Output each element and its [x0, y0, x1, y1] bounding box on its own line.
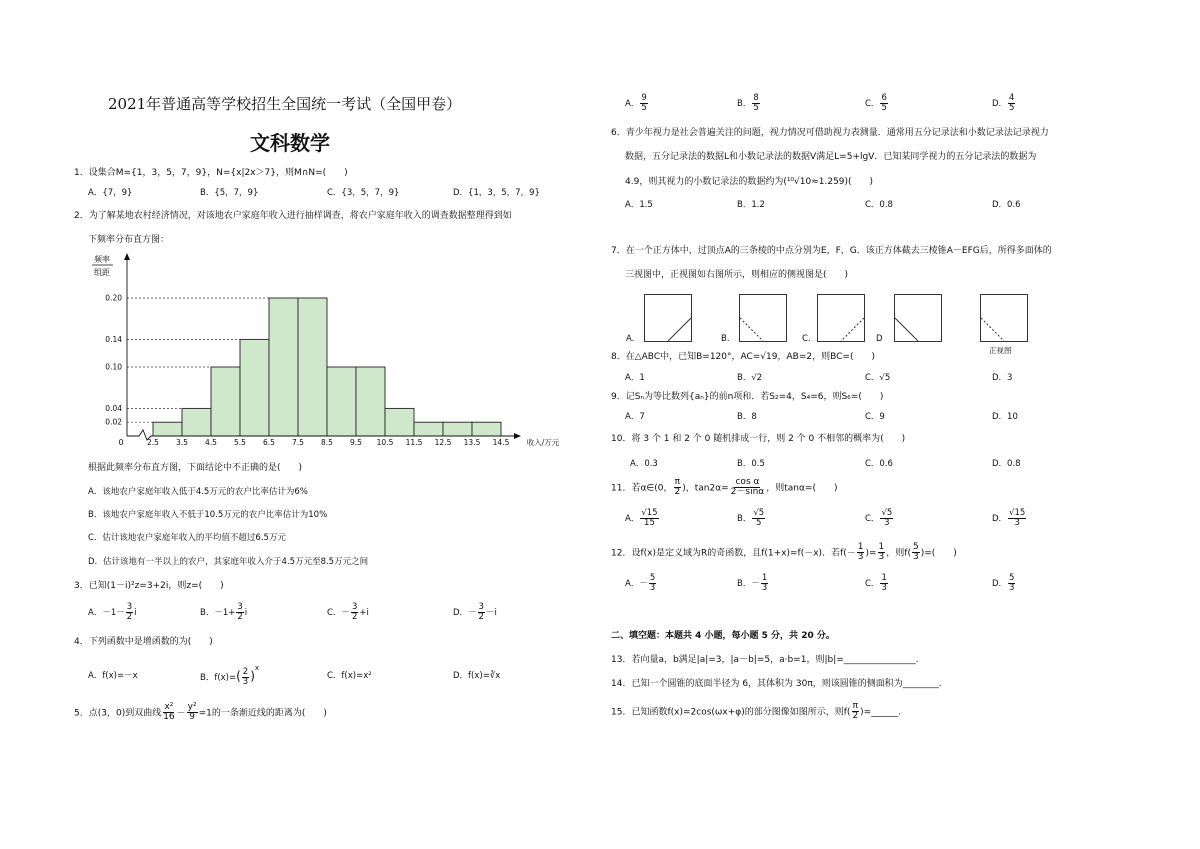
q2-option-c: C．估计该地农户家庭年收入的平均值不超过6.5万元 — [88, 533, 286, 543]
q3-option-d: D．－ $\frac{3}{2}$ －i — [453, 602, 497, 622]
q12-stem: 12．设f(x)是定义域为R的奇函数，且f(1+x)=f(－x)．若f(－ $\frac{1}{3}$ )= $\frac{1}{3}$ ，则f( $\frac{5}{3}$ )=( ) — [611, 542, 957, 563]
x-tick-label: 5.5 — [234, 438, 246, 447]
histogram-bar — [385, 408, 414, 436]
view-b-diagram — [740, 295, 786, 341]
q7-line2: 三视图中，正视图如右图所示，则相应的侧视图是( ) — [625, 270, 849, 280]
q7-option-d-label: D — [876, 334, 883, 344]
x-tick-label: 9.5 — [350, 438, 362, 447]
q4-option-c: C．f(x)=x² — [327, 671, 372, 681]
histogram-bar — [269, 298, 298, 436]
q12-option-a: A．－ $\frac{5}{3}$ — [625, 573, 656, 593]
histogram-bar — [443, 422, 472, 436]
q11-option-a: A． $\frac{√15}{15}$ — [625, 508, 658, 528]
q11-stem: 11．若α∈(0， $\frac{\pi}{2}$ )，tan2α= $\frac{\text{cos α}}{2-\sin\alpha}$ ，则tanα=( ) — [611, 477, 838, 498]
q14-stem: 14．已知一个圆锥的底面半径为 6，其体积为 30π，则该圆锥的侧面积为________. — [611, 679, 942, 689]
histogram-bar — [356, 367, 385, 436]
q9-option-d: D．10 — [992, 412, 1018, 422]
x-tick-label: 12.5 — [434, 438, 452, 447]
y-tick-label: 0.20 — [105, 293, 122, 303]
right-column — [600, 0, 1200, 849]
q1-stem: 1．设集合M={1，3，5，7，9}，N={x|2x＞7}，则M∩N=( ) — [74, 168, 348, 178]
x-tick-label: 10.5 — [376, 438, 394, 447]
origin-label: 0 — [118, 438, 124, 447]
q7-option-a-view — [644, 294, 692, 342]
q7-option-b-label: B. — [721, 334, 730, 344]
q8-stem: 8．在△ABC中，已知B=120°，AC=√19，AB=2，则BC=( ) — [611, 352, 875, 362]
view-d-diagram — [895, 295, 941, 341]
y-axis-label-bottom: 组距 — [94, 268, 110, 277]
q1-option-d: D．{1，3，5，7，9} — [453, 188, 540, 198]
section-2-heading: 二、填空题：本题共 4 小题，每小题 5 分，共 20 分。 — [611, 631, 835, 641]
q1-option-b: B．{5，7，9} — [200, 188, 259, 198]
q6-line1: 6．青少年视力是社会普遍关注的问题，视力情况可借助视力表测量．通常用五分记录法和小数记录法记录视力 — [611, 128, 1049, 138]
q3-option-a: A．－1－ $\frac{3}{2}$ i — [88, 602, 137, 622]
q6-line2: 数据，五分记录法的数据L和小数记录法的数据V满足L=5+lgV．已知某同学视力的五分记录法的数据为 — [625, 152, 1037, 162]
q12-option-d: D． $\frac{5}{3}$ — [992, 573, 1015, 593]
q5-option-d: D． $\frac{4}{5}$ — [992, 93, 1015, 113]
histogram-bar — [298, 298, 327, 436]
q3-stem: 3．已知(1－i)²z=3+2i，则z=( ) — [74, 581, 224, 591]
q6-option-b: B．1.2 — [737, 200, 765, 210]
histogram-bar — [240, 339, 269, 436]
q11-option-b: B． $\frac{√5}{5}$ — [737, 508, 765, 528]
x-tick-label: 3.5 — [176, 438, 188, 447]
q1-option-c: C．{3，5，7，9} — [327, 188, 400, 198]
y-tick-label: 0.04 — [105, 403, 122, 413]
q9-option-a: A．7 — [625, 412, 645, 422]
q2-question: 根据此频率分布直方图，下面结论中不正确的是( ) — [88, 463, 303, 473]
q2-stem-line2: 下频率分布直方图： — [88, 235, 170, 245]
q3-option-b: B．－1+ $\frac{3}{2}$ i — [200, 602, 248, 622]
q7-option-c-label: C. — [802, 334, 811, 344]
q10-option-c: C．0.6 — [865, 459, 893, 469]
q6-option-a: A．1.5 — [625, 200, 653, 210]
q11-option-c: C． $\frac{√5}{3}$ — [865, 508, 893, 528]
q9-stem: 9．记Sₙ为等比数列{aₙ}的前n项和．若S₂=4，S₄=6，则S₆=( ) — [611, 392, 884, 402]
q2-stem-line1: 2．为了解某地农村经济情况，对该地农户家庭年收入进行抽样调查，将农户家庭年收入的调查数据整理得到如 — [74, 211, 512, 221]
histogram-bar — [414, 422, 443, 436]
histogram-chart — [88, 252, 578, 452]
q7-option-c-view — [817, 294, 865, 342]
histogram-bar — [327, 367, 356, 436]
view-a-diagram — [645, 295, 691, 341]
y-tick-label: 0.10 — [105, 362, 122, 372]
q8-option-b: B．√2 — [737, 373, 763, 383]
q10-option-d: D．0.8 — [992, 459, 1021, 469]
q9-option-b: B．8 — [737, 412, 757, 422]
q7-option-b-view — [739, 294, 787, 342]
x-tick-label: 13.5 — [463, 438, 481, 447]
x-tick-label: 8.5 — [321, 438, 333, 447]
y-tick-label: 0.02 — [105, 417, 122, 427]
q13-stem: 13．若向量a，b满足|a|=3，|a－b|=5，a·b=1，则|b|=________________. — [611, 655, 919, 665]
q2-option-d: D．估计该地有一半以上的农户，其家庭年收入介于4.5万元至8.5万元之间 — [88, 557, 369, 567]
q10-option-b: B．0.5 — [737, 459, 765, 469]
q1-option-a: A．{7，9} — [88, 188, 133, 198]
q5-option-b: B． $\frac{8}{5}$ — [737, 93, 759, 113]
q5-option-a: A． $\frac{9}{5}$ — [625, 93, 647, 113]
exam-title: 2021年普通高等学校招生全国统一考试（全国甲卷） — [108, 95, 462, 113]
histogram-bar — [182, 408, 211, 436]
q12-option-b: B．－ $\frac{1}{3}$ — [737, 573, 768, 593]
x-tick-label: 14.5 — [492, 438, 510, 447]
q8-option-d: D．3 — [992, 373, 1013, 383]
q6-option-c: C．0.8 — [865, 200, 893, 210]
q7-option-d-view — [894, 294, 942, 342]
q10-stem: 10．将 3 个 1 和 2 个 0 随机排成一行，则 2 个 0 不相邻的概率为( ) — [611, 434, 906, 444]
front-view-label: 正视图 — [989, 346, 1012, 355]
y-axis-arrow — [124, 253, 130, 260]
x-tick-label: 7.5 — [292, 438, 304, 447]
view-c-diagram — [818, 295, 864, 341]
q5-stem: 5．点(3，0)到双曲线 $\frac{\text{x²}}{16}$ － $\frac{\text{y²}}{9}$ =1的一条渐近线的距离为( ) — [74, 702, 327, 723]
q4-stem: 4．下列函数中是增函数的为( ) — [74, 637, 213, 647]
q6-option-d: D．0.6 — [992, 200, 1021, 210]
q2-option-b: B．该地农户家庭年收入不低于10.5万元的农户比率估计为10% — [88, 510, 328, 520]
exam-subtitle: 文科数学 — [250, 131, 330, 155]
x-axis-arrow — [514, 433, 521, 439]
x-tick-label: 11.5 — [405, 438, 423, 447]
q3-option-c: C．－ $\frac{3}{2}$ +i — [327, 602, 369, 622]
y-tick-label: 0.14 — [105, 334, 122, 344]
q11-option-d: D． $\frac{√15}{3}$ — [992, 508, 1026, 528]
q15-stem: 15．已知函数f(x)=2cos(ωx+φ)的部分图像如图所示，则f( $\frac{\pi}{2}$ )=______. — [611, 701, 902, 722]
q4-option-a: A．f(x)=－x — [88, 671, 138, 681]
x-tick-label: 6.5 — [263, 438, 275, 447]
histogram-bar — [472, 422, 501, 436]
x-tick-label: 4.5 — [205, 438, 217, 447]
x-axis-label: 收入/万元 — [526, 438, 560, 447]
q9-option-c: C．9 — [865, 412, 885, 422]
y-axis-label-top: 频率 — [94, 255, 110, 264]
q2-option-a: A．该地农户家庭年收入低于4.5万元的农户比率估计为6% — [88, 487, 308, 497]
x-tick-label: 2.5 — [147, 438, 159, 447]
q4-option-b: B．f(x)=( $\frac{2}{3}$ )$^x$ — [200, 664, 260, 687]
histogram-bar — [211, 367, 240, 436]
front-view-diagram — [981, 295, 1027, 341]
q8-option-a: A．1 — [625, 373, 645, 383]
q8-option-c: C．√5 — [865, 373, 891, 383]
q7-line1: 7．在一个正方体中，过顶点A的三条棱的中点分别为E，F，G．该正方体截去三棱锥A－EFG后，所得多面体的 — [611, 246, 1052, 256]
q4-option-d: D．f(x)=∛x — [453, 671, 501, 681]
q5-option-c: C． $\frac{6}{5}$ — [865, 93, 887, 113]
q12-option-c: C． $\frac{1}{3}$ — [865, 573, 887, 593]
q10-option-a: A．0.3 — [630, 459, 658, 469]
histogram-bar — [153, 422, 182, 436]
q7-option-a-label: A. — [626, 334, 635, 344]
q6-line3: 4.9，则其视力的小数记录法的数据约为(¹⁰√10≈1.259)( ) — [625, 177, 874, 187]
q7-front-view — [980, 294, 1028, 342]
